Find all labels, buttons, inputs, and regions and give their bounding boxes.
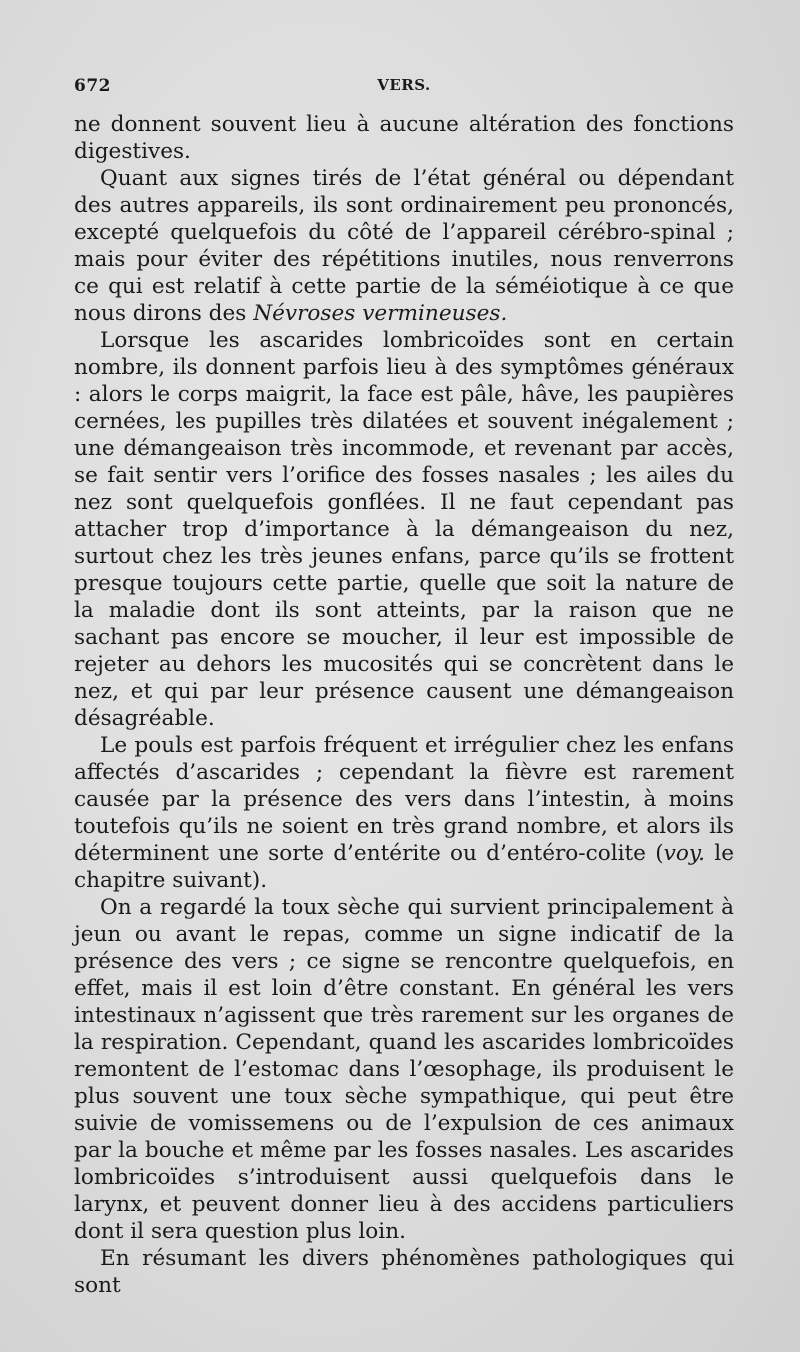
body-text [74, 111, 734, 1299]
paragraph [74, 894, 734, 1245]
paragraph [74, 732, 734, 894]
paragraph-text: Lorsque les ascarides lombricoïdes sont en certain nombre, ils donnent parfois lieu à des symptômes généraux : alors le corps maigrit, la face est pâle, hâve, les paupières cernées, les pupilles très dilatées et souvent inégalement ; une démangeaison très incommode, et revenant par accès, se fait sentir vers l’orifice des fosses nasales ; les ailes du nez sont quelquefois gonflées. Il ne faut cependant pas attacher trop d’importance à la démangeaison du nez, surtout chez les très jeunes enfans, parce qu’ils se frottent presque toujours cette partie, quelle que soit la nature de la maladie dont ils sont atteints, par la raison que ne sachant pas encore se moucher, il leur est impossible de rejeter au dehors les mucosités qui se concrètent dans le nez, et qui par leur présence causent une démangeaison désagréable. [74, 328, 734, 731]
paragraph-text: On a regardé la toux sèche qui survient principalement à jeun ou avant le repas, comme un signe indicatif de la présence des vers ; ce signe se rencontre quelquefois, en effet, mais il est loin d’être constant. En général les vers intestinaux n’agissent que très rarement sur les organes de la respiration. Cependant, quand les ascarides lombricoïdes remontent de l’estomac dans l’œsophage, ils produisent le plus souvent une toux sèche sympathique, qui peut être suivie de vomissemens ou de l’expulsion de ces animaux par la bouche et même par les fosses nasales. Les ascarides lombricoïdes s’introduisent aussi quelquefois dans le larynx, et peuvent donner lieu à des accidens particuliers dont il sera question plus loin. [74, 895, 734, 1244]
paragraph-text: En résumant les divers phénomènes pathologiques qui sont [74, 1246, 734, 1298]
page-number: 672 [74, 76, 111, 96]
paragraph-continuation [74, 111, 734, 165]
paragraph-text: le chapitre suivant). [74, 841, 734, 893]
paragraph [74, 165, 734, 327]
paragraph [74, 1245, 734, 1299]
paragraph-text: Le pouls est parfois fréquent et irrégulier chez les enfans affectés d’ascarides ; cependant la fièvre est rarement causée par la présence des vers dans l’intestin, à moins toutefois qu’ils ne soient en très grand nombre, et alors ils déterminent une sorte d’entérite ou d’entéro-colite ( [74, 733, 734, 866]
italic-term: voy. [663, 841, 706, 866]
page-header [74, 76, 734, 106]
paragraph [74, 327, 734, 732]
paragraph-text: ne donnent souvent lieu à aucune altération des fonctions digestives. [74, 112, 734, 164]
paragraph-text: Quant aux signes tirés de l’état général ou dépendant des autres appareils, ils sont ordinairement peu prononcés, excepté quelquefois du côté de l’appareil cérébro-spinal ; mais pour éviter des répétitions inutiles, nous renverrons ce qui est relatif à cette partie de la séméiotique à ce que nous dirons des [74, 166, 734, 326]
running-head: VERS. [377, 76, 431, 94]
italic-term: Névroses vermineuses. [253, 301, 508, 326]
